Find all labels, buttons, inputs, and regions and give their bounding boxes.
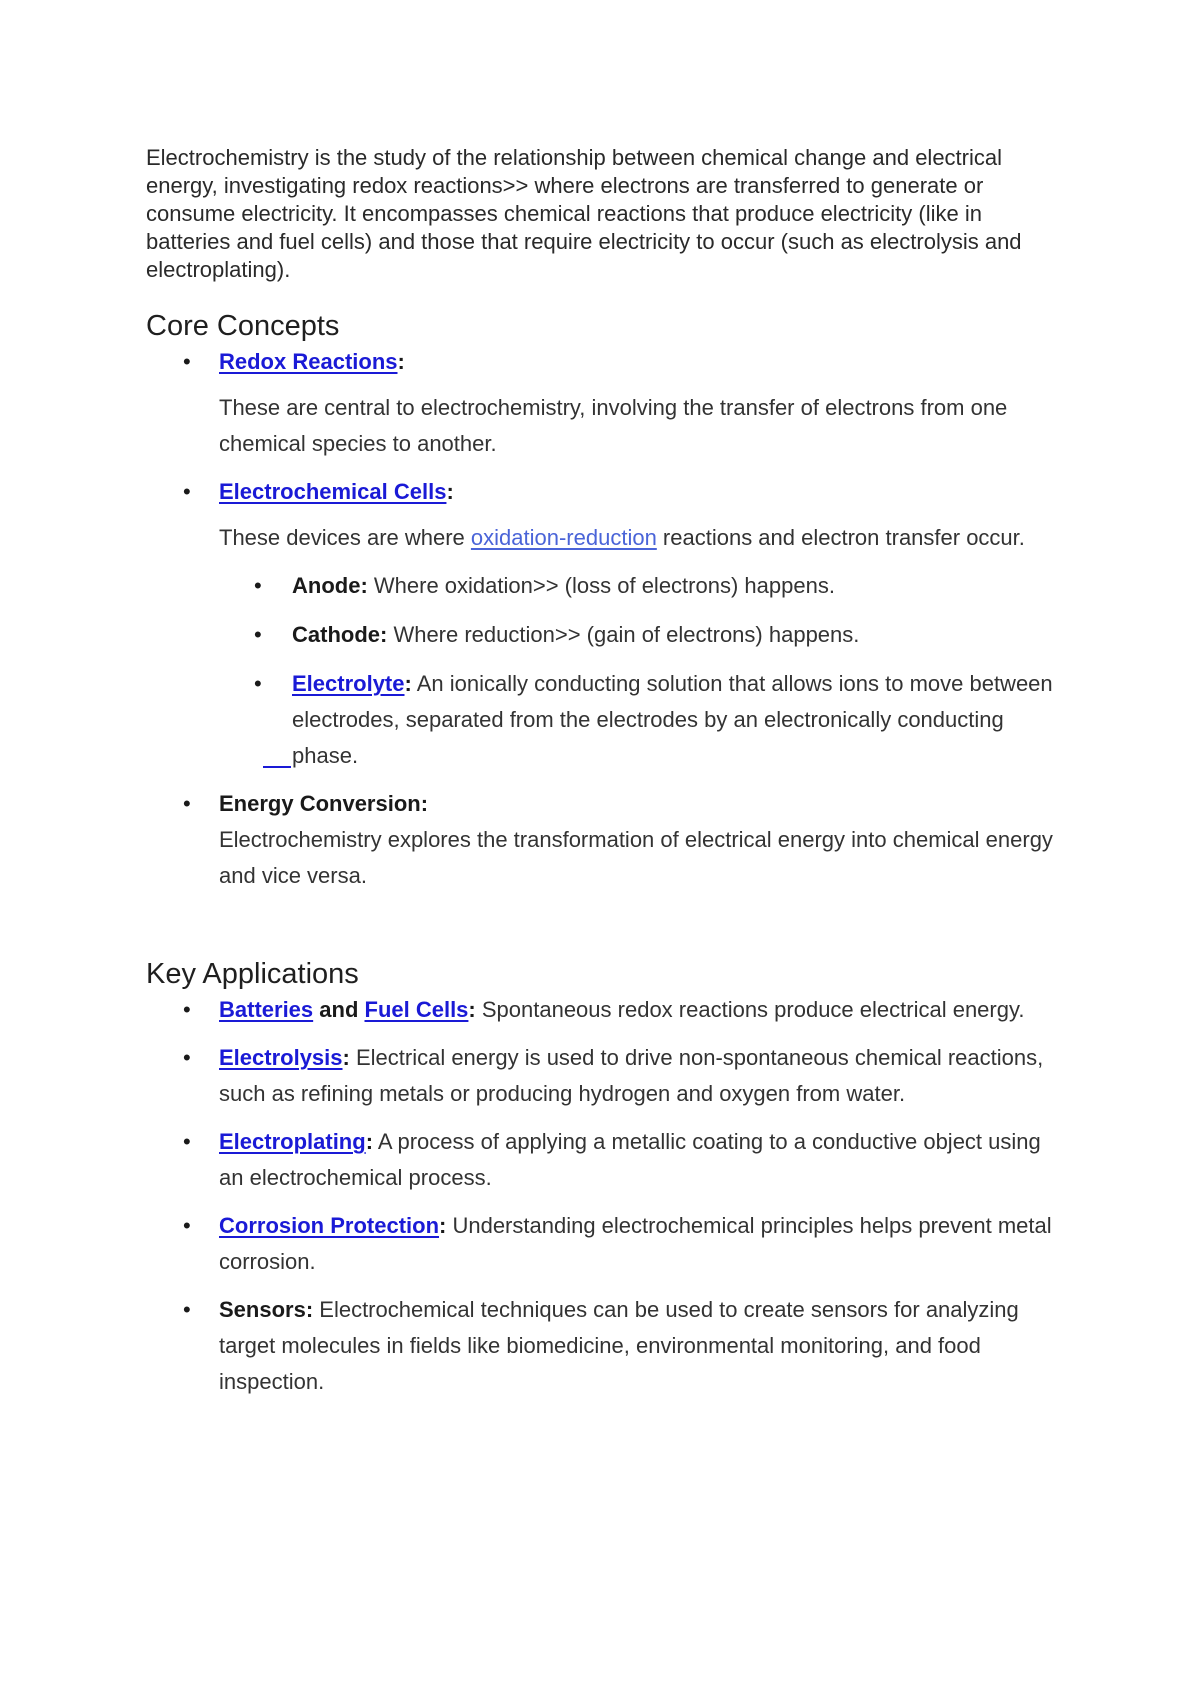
link-underline bbox=[263, 766, 291, 768]
key-applications-list bbox=[146, 992, 1066, 1400]
batteries-link[interactable]: Batteries bbox=[219, 997, 314, 1022]
colon: : bbox=[360, 573, 368, 598]
oxidation-reduction-link[interactable]: oxidation-reduction bbox=[470, 525, 657, 550]
colon: : bbox=[404, 671, 412, 696]
colon: : bbox=[342, 1045, 350, 1070]
electrolyte-link[interactable]: Electrolyte bbox=[292, 671, 405, 696]
colon: : bbox=[397, 349, 405, 374]
intro-paragraph: Electrochemistry is the study of the relationship between chemical change and electrical energy, investigating redox reactions>> where electrons are transferred to generate or consume electricity. It encompasses chemical reactions that produce electricity (like in batteries and fuel cells) and those that require electricity to occur (such as electrolysis and electroplating). bbox=[146, 145, 1022, 282]
energy-conversion-description: Electrochemistry explores the transformation of electrical energy into chemical energy and vice versa. bbox=[219, 827, 1053, 888]
list-item-cells bbox=[146, 474, 1066, 774]
electroplating-description: A process of applying a metallic coating to a conductive object using an electrochemical process. bbox=[219, 1129, 1041, 1190]
list-item-batteries bbox=[146, 992, 1066, 1028]
and-text: and bbox=[313, 997, 365, 1022]
colon: : bbox=[439, 1213, 447, 1238]
list-item-energy bbox=[146, 786, 1066, 894]
core-concepts-list bbox=[146, 344, 1066, 894]
corrosion-protection-link[interactable]: Corrosion Protection bbox=[219, 1213, 440, 1238]
electroplating-link[interactable]: Electroplating bbox=[219, 1129, 366, 1154]
fuel-cells-link[interactable]: Fuel Cells bbox=[364, 997, 469, 1022]
anode-term: Anode bbox=[292, 573, 361, 598]
sublist-item-anode bbox=[219, 568, 1066, 604]
electrode-sublist bbox=[219, 568, 1066, 774]
sensors-term: Sensors: bbox=[219, 1297, 314, 1322]
corrosion-description: Understanding electrochemical principles helps prevent metal corrosion. bbox=[219, 1213, 1052, 1274]
document-page bbox=[146, 144, 1066, 1412]
list-item-corrosion bbox=[146, 1208, 1066, 1280]
list-item-electroplating bbox=[146, 1124, 1066, 1196]
core-concepts-heading: Core Concepts bbox=[146, 310, 340, 342]
electrolysis-link[interactable]: Electrolysis bbox=[219, 1045, 343, 1070]
sublist-item-cathode bbox=[219, 617, 1066, 653]
cells-desc-after: reactions and electron transfer occur. bbox=[656, 525, 1025, 550]
cathode-term: Cathode bbox=[292, 622, 380, 647]
cathode-description: Where reduction>> (gain of electrons) happens. bbox=[387, 622, 860, 647]
sensors-description: Electrochemical techniques can be used to create sensors for analyzing target molecules in fields like biomedicine, environmental monitoring, and food inspection. bbox=[219, 1297, 1019, 1394]
colon: : bbox=[380, 622, 388, 647]
redox-description: These are central to electrochemistry, involving the transfer of electrons from one chemical species to another. bbox=[219, 395, 1008, 456]
energy-conversion-term: Energy Conversion: bbox=[219, 791, 429, 816]
cells-desc-before: These devices are where bbox=[219, 525, 471, 550]
list-item-electrolysis bbox=[146, 1040, 1066, 1112]
colon: : bbox=[446, 479, 454, 504]
electrolyte-description: An ionically conducting solution that allows ions to move between electrodes, separated from the electrodes by an electronically conducting phase. bbox=[292, 671, 1053, 768]
list-item-sensors bbox=[146, 1292, 1066, 1400]
cells-description bbox=[219, 520, 1066, 556]
anode-description: Where oxidation>> (loss of electrons) happens. bbox=[367, 573, 835, 598]
redox-reactions-link[interactable]: Redox Reactions bbox=[219, 349, 398, 374]
electrolysis-description: Electrical energy is used to drive non-spontaneous chemical reactions, such as refining metals or producing hydrogen and oxygen from water. bbox=[219, 1045, 1044, 1106]
batteries-description: Spontaneous redox reactions produce electrical energy. bbox=[475, 997, 1025, 1022]
key-applications-heading: Key Applications bbox=[146, 958, 359, 990]
list-item-redox bbox=[146, 344, 1066, 462]
colon: : bbox=[365, 1129, 374, 1154]
colon: : bbox=[468, 997, 476, 1022]
electrochemical-cells-link[interactable]: Electrochemical Cells bbox=[219, 479, 447, 504]
sublist-item-electrolyte bbox=[219, 666, 1066, 774]
